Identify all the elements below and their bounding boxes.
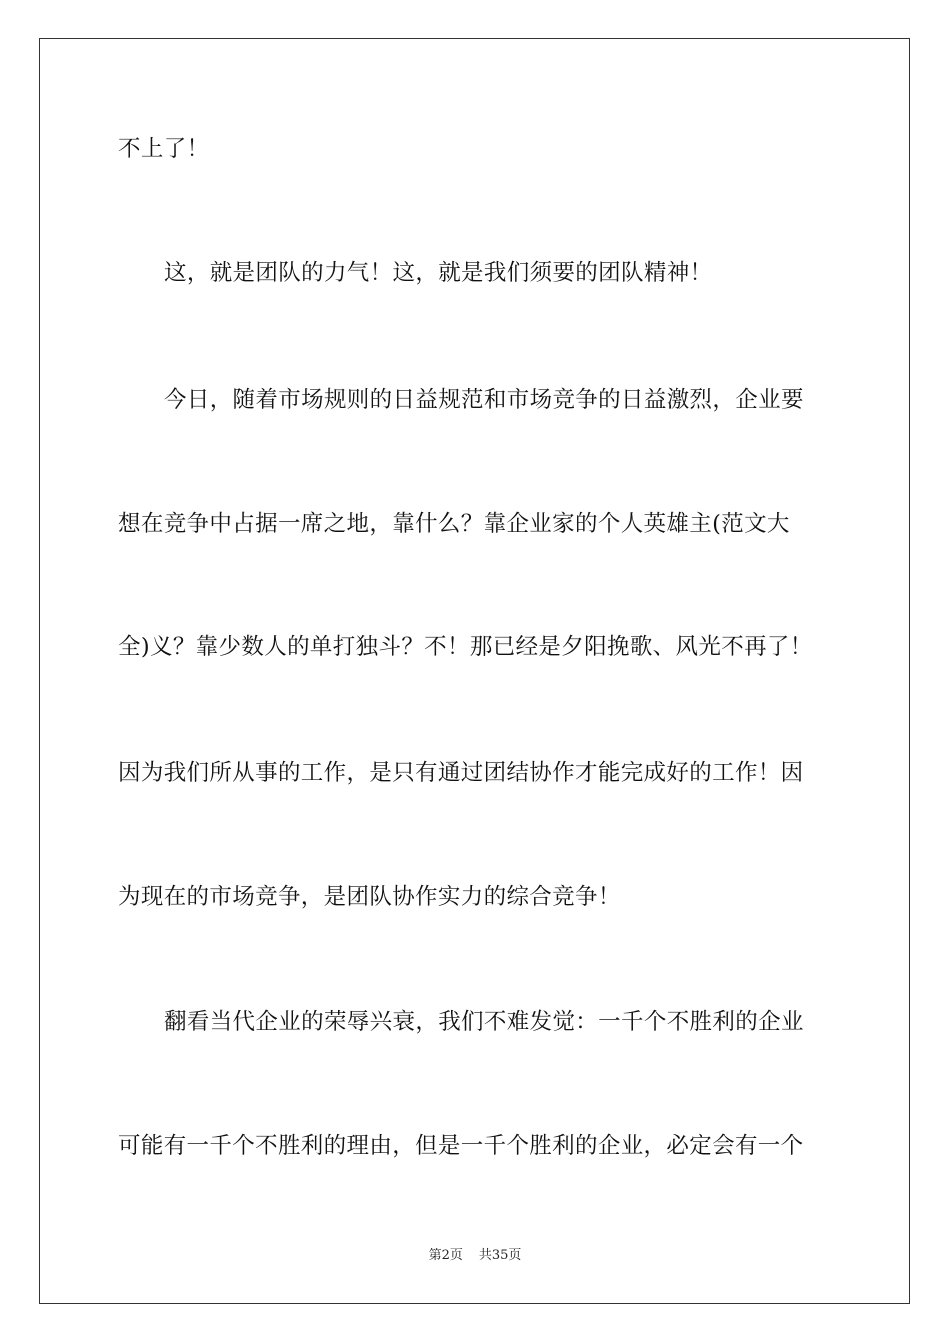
- text-line: 全)义？靠少数人的单打独斗？不！那已经是夕阳挽歌、风光不再了！: [118, 634, 813, 660]
- paragraph-first-line: 这，就是团队的力气！这，就是我们须要的团队精神！: [164, 260, 713, 286]
- total-pages: 共35页: [478, 1248, 522, 1263]
- text-line: 想在竞争中占据一席之地，靠什么？靠企业家的个人英雄主(范文大: [118, 511, 790, 537]
- text-line: 可能有一千个不胜利的理由，但是一千个胜利的企业，必定会有一个: [118, 1133, 804, 1159]
- text-line: 为现在的市场竞争，是团队协作实力的综合竞争！: [118, 884, 621, 910]
- page-border: [39, 38, 910, 1304]
- paragraph-first-line: 今日，随着市场规则的日益规范和市场竞争的日益激烈，企业要: [164, 387, 804, 413]
- text-line: 不上了！: [118, 136, 210, 162]
- paragraph-first-line: 翻看当代企业的荣辱兴衰，我们不难发觉：一千个不胜利的企业: [164, 1009, 804, 1035]
- page-number: 第2页: [428, 1248, 463, 1263]
- page-footer: [0, 1247, 950, 1265]
- text-line: 因为我们所从事的工作，是只有通过团结协作才能完成好的工作！因: [118, 760, 804, 786]
